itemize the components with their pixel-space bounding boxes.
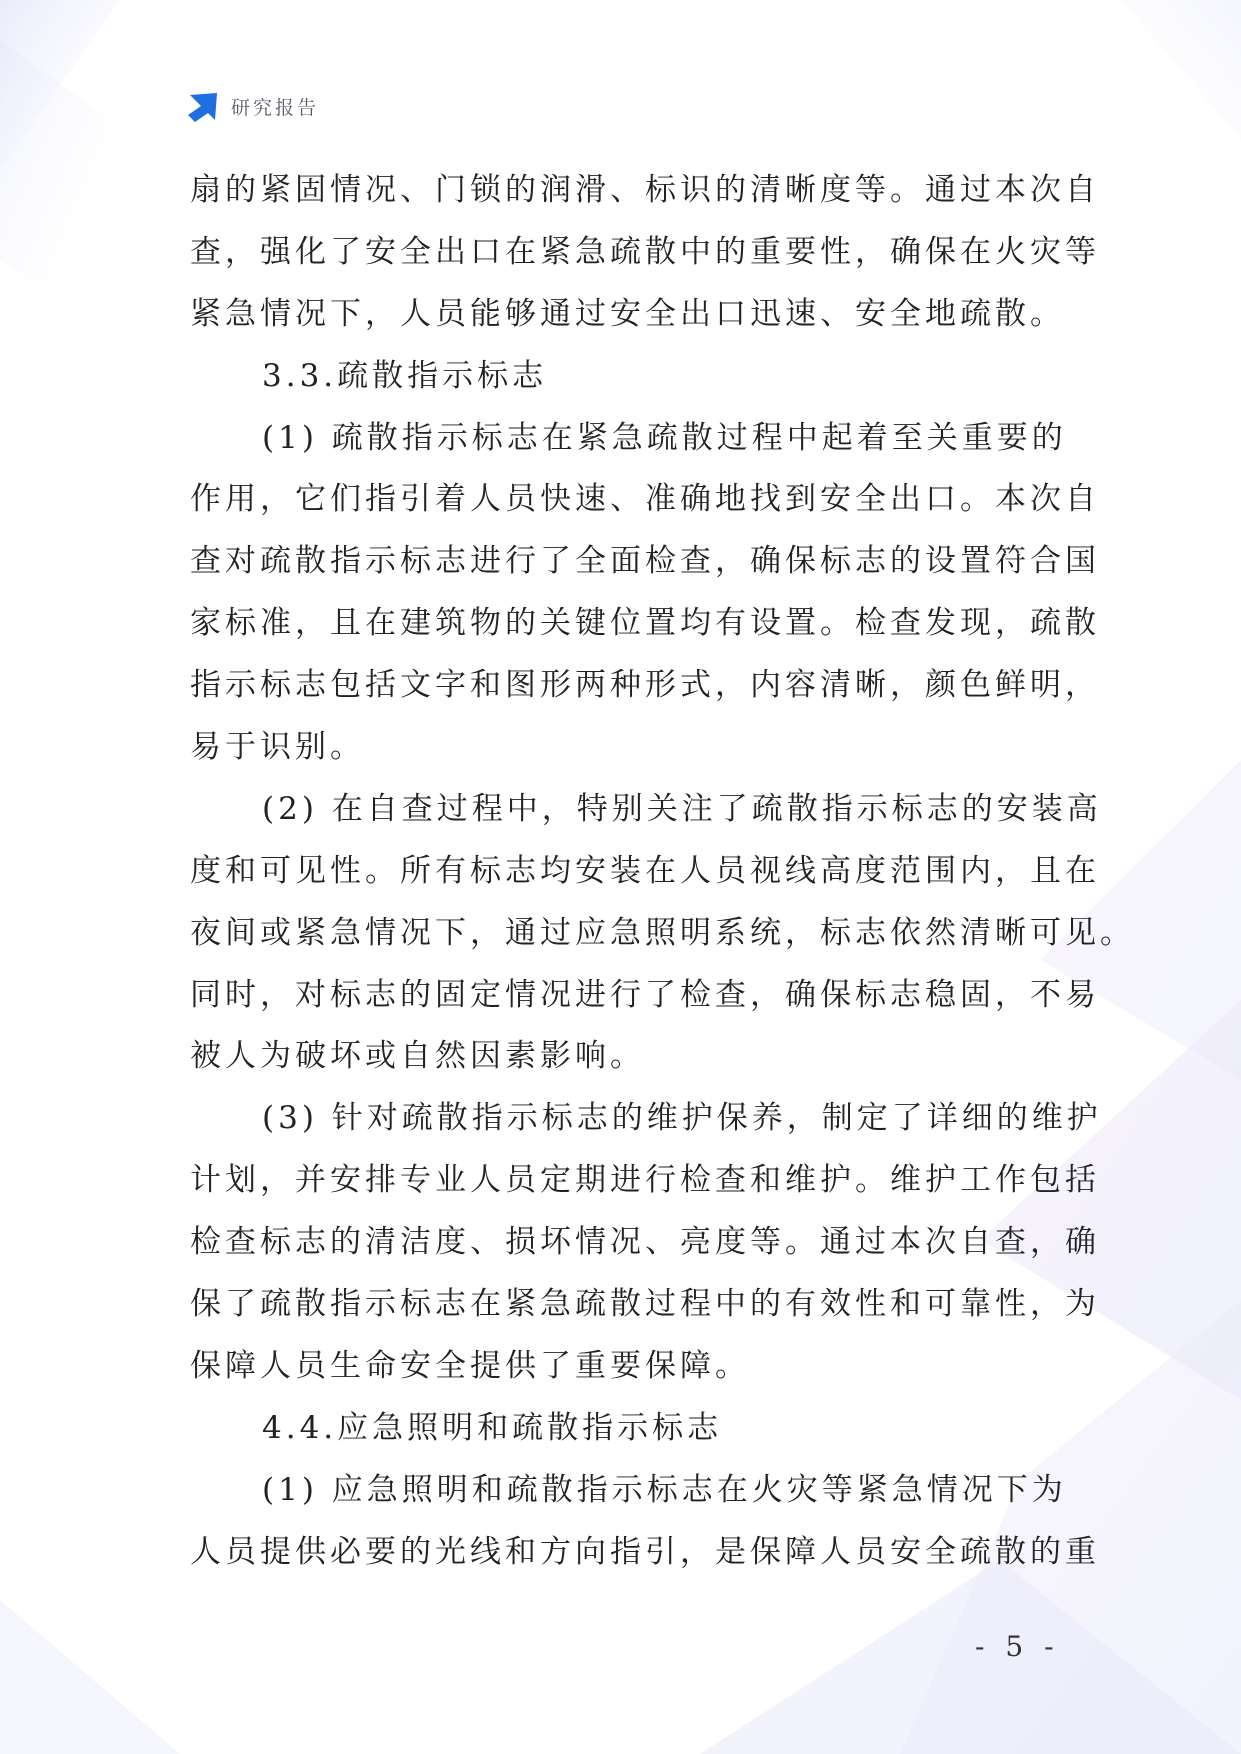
header-title: 研究报告 <box>231 96 320 119</box>
section-heading: 3.3.疏散指示标志 <box>262 357 548 394</box>
text-line: 计划，并安排专业人员定期进行检查和维护。维护工作包括 <box>190 1162 1100 1199</box>
text-line: 家标准，且在建筑物的关键位置均有设置。检查发现，疏散 <box>190 605 1100 642</box>
text-line: 被人为破坏或自然因素影响。 <box>190 1038 645 1075</box>
text-line: 度和可见性。所有标志均安装在人员视线高度范围内，且在 <box>190 852 1100 889</box>
text-line: 查，强化了安全出口在紧急疏散中的重要性，确保在火灾等 <box>190 233 1100 270</box>
text-line: 保了疏散指示标志在紧急疏散过程中的有效性和可靠性，为 <box>190 1286 1100 1323</box>
text-line: 夜间或紧急情况下，通过应急照明系统，标志依然清晰可见。 <box>190 914 1135 951</box>
text-line: 扇的紧固情况、门锁的润滑、标识的清晰度等。通过本次自 <box>190 172 1100 208</box>
paragraph-start: (2) 在自查过程中，特别关注了疏散指示标志的安装高 <box>262 790 1102 827</box>
text-line: 同时，对标志的固定情况进行了检查，确保标志稳固，不易 <box>190 976 1100 1013</box>
text-line: 查对疏散指示标志进行了全面检查，确保标志的设置符合国 <box>190 543 1100 580</box>
arrow-logo-icon <box>187 89 221 123</box>
text-line: 易于识别。 <box>190 729 365 766</box>
page-number: - 5 - <box>975 1630 1060 1663</box>
paragraph-start: (1) 应急照明和疏散指示标志在火灾等紧急情况下为 <box>262 1471 1067 1508</box>
paragraph-start: (3) 针对疏散指示标志的维护保养，制定了详细的维护 <box>262 1100 1102 1137</box>
text-line: 保障人员生命安全提供了重要保障。 <box>190 1347 750 1384</box>
section-heading: 4.4.应急照明和疏散指示标志 <box>262 1409 723 1446</box>
report-header <box>187 88 319 124</box>
paragraph-start: (1) 疏散指示标志在紧急疏散过程中起着至关重要的 <box>262 419 1067 456</box>
text-line: 指示标志包括文字和图形两种形式，内容清晰，颜色鲜明， <box>190 667 1100 704</box>
body-text <box>190 160 1135 1583</box>
text-line: 作用，它们指引着人员快速、准确地找到安全出口。本次自 <box>190 481 1100 518</box>
text-line: 紧急情况下，人员能够通过安全出口迅速、安全地疏散。 <box>190 295 1065 332</box>
text-line: 人员提供必要的光线和方向指引，是保障人员安全疏散的重 <box>190 1533 1100 1570</box>
text-line: 检查标志的清洁度、损坏情况、亮度等。通过本次自查，确 <box>190 1224 1100 1261</box>
